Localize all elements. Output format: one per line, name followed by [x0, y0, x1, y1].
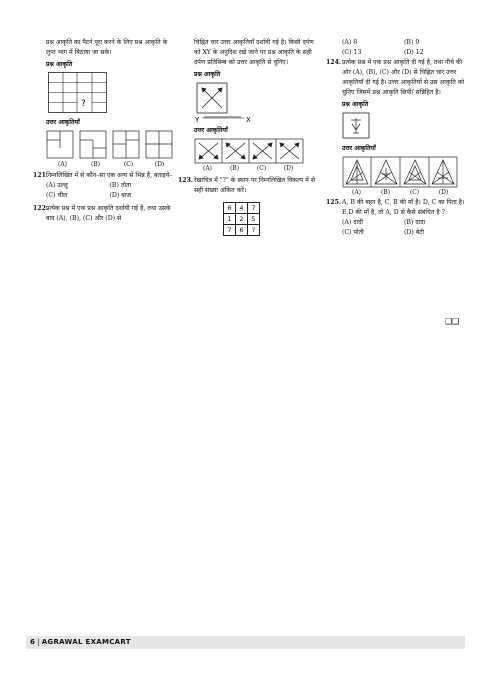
option-b-label: (B)	[229, 165, 240, 172]
option-c: (C) चील	[46, 192, 68, 199]
question-text: A, B की बहन है, C, B की माँ है। D, C का पिता है। E,D की माँ है, तो A, D से कैसे संबंधित है ?	[342, 199, 465, 216]
question-121-options	[33, 181, 173, 201]
question-125-options	[326, 218, 466, 238]
option-b-label: (B)	[90, 161, 101, 168]
page-footer	[26, 636, 465, 649]
answer-figures-label: उत्तर आकृतियाँ	[194, 127, 228, 134]
mirror-y-label: Y	[195, 116, 200, 124]
column-1	[33, 38, 173, 224]
matrix-row	[224, 214, 260, 225]
question-number: 125.	[326, 199, 342, 206]
option-c-label: (C)	[123, 161, 134, 168]
option-b: (B) तोता	[109, 182, 132, 189]
question-124	[326, 58, 466, 98]
arrow-question-figure	[194, 82, 254, 124]
question-123-options	[326, 38, 466, 58]
grid-answer-figures	[46, 130, 174, 160]
question-text: रेखाचित्र में "?" के स्थान पर निम्नलिखित विकल्प में से सही संख्या अंकित करें।	[194, 177, 316, 194]
option-c-label: (C)	[409, 189, 420, 196]
option-b-label: (B)	[380, 189, 391, 196]
embedded-question-figure	[342, 112, 372, 140]
matrix-cell: 7	[248, 203, 260, 214]
page-number: 6	[30, 638, 35, 646]
grid-question-figure	[48, 72, 108, 114]
question-number: 124.	[326, 59, 342, 66]
question-text: निम्नलिखित में से कौन–सा एक अन्य से भिन्न है, बताइये–	[46, 172, 173, 179]
triangle-answer-figures	[342, 156, 458, 188]
question-number: 121.	[33, 172, 49, 179]
number-matrix	[223, 202, 260, 236]
answer-figures-label: उत्तर आकृतियाँ	[46, 119, 80, 126]
matrix-cell: 4	[236, 203, 248, 214]
question-figure-label: प्रश्न आकृति	[46, 61, 73, 68]
option-a: (A) 8	[342, 39, 358, 46]
option-c-label: (C)	[256, 165, 267, 172]
matrix-row	[224, 203, 260, 214]
question-123	[178, 176, 321, 196]
matrix-cell: 2	[236, 214, 248, 225]
option-c: (C) 13	[342, 49, 362, 56]
option-a-label: (A)	[202, 165, 212, 172]
option-d: (D) बाज	[109, 192, 131, 199]
matrix-cell: 1	[224, 214, 236, 225]
matrix-cell: ?	[248, 225, 260, 236]
question-number: 123.	[178, 177, 194, 184]
column-2	[178, 38, 321, 236]
option-b: (B) 9	[404, 39, 420, 46]
option-c: (C) पोती	[342, 229, 364, 236]
option-a: (A) दादी	[342, 219, 364, 226]
q120-intro: प्रश्न आकृति का पैटर्न पूरा करने के लिए प्रश्न आकृति के लुप्त भाग में बिठाया जा सके।	[46, 39, 168, 56]
publisher-brand: AGRAWAL EXAMCART	[41, 638, 131, 646]
question-figure-label: प्रश्न आकृति	[342, 101, 369, 108]
mirror-x-label: X	[246, 116, 251, 124]
answer-figures-label: उत्तर आकृतियाँ	[342, 145, 376, 152]
matrix-cell: 6	[224, 203, 236, 214]
arrow-answer-figures	[194, 138, 306, 164]
column-3	[326, 38, 466, 238]
matrix-cell: 5	[248, 214, 260, 225]
option-d-label: (D)	[154, 161, 165, 168]
option-a: (A) उल्लू	[46, 182, 68, 189]
missing-part-mark: ?	[81, 99, 86, 109]
option-a-label: (A)	[57, 161, 67, 168]
question-122	[33, 204, 173, 224]
option-d: (D) बेटी	[404, 229, 425, 236]
question-number: 122.	[33, 205, 49, 212]
option-d-label: (D)	[283, 165, 294, 172]
question-text: प्रत्येक प्रश्न में एक प्रश्न आकृति दर्शायी गई है, तथा उसके बाद (A), (B), (C) और (D) से	[46, 205, 171, 222]
q122-continued: चिह्नित चार उत्तर आकृतियाँ दर्शायी गई है। किसी दर्पण को XY के अनुदिश रखे जाने पर प्रश्न आकृति के सही दर्पण प्रतिबिम्ब को उत्तर आकृति से चुनिए।	[194, 39, 314, 66]
option-d: (D) 12	[404, 49, 424, 56]
question-125	[326, 198, 466, 218]
footer-separator: |	[37, 638, 40, 646]
end-of-section-mark: ❑❑	[445, 317, 460, 326]
question-figure-label: प्रश्न आकृति	[194, 71, 221, 78]
question-121	[33, 171, 173, 181]
question-text: प्रत्येक प्रश्न में एक प्रश्न आकृति दी गई है, तथा नीचे की ओर (A), (B), (C) और (D) से चिह्नित चार उत्तर आकृतियाँ दी गई है। उत्तर आकृतियों से उस आकृति को चुनिए जिसमें प्रश्न आकृति छिपी/ सन्निहित है।	[342, 59, 465, 96]
option-a-label: (A)	[351, 189, 361, 196]
option-b: (B) दादा	[404, 219, 426, 226]
option-d-label: (D)	[438, 189, 449, 196]
matrix-cell: 6	[236, 225, 248, 236]
matrix-row	[224, 225, 260, 236]
matrix-cell: 7	[224, 225, 236, 236]
